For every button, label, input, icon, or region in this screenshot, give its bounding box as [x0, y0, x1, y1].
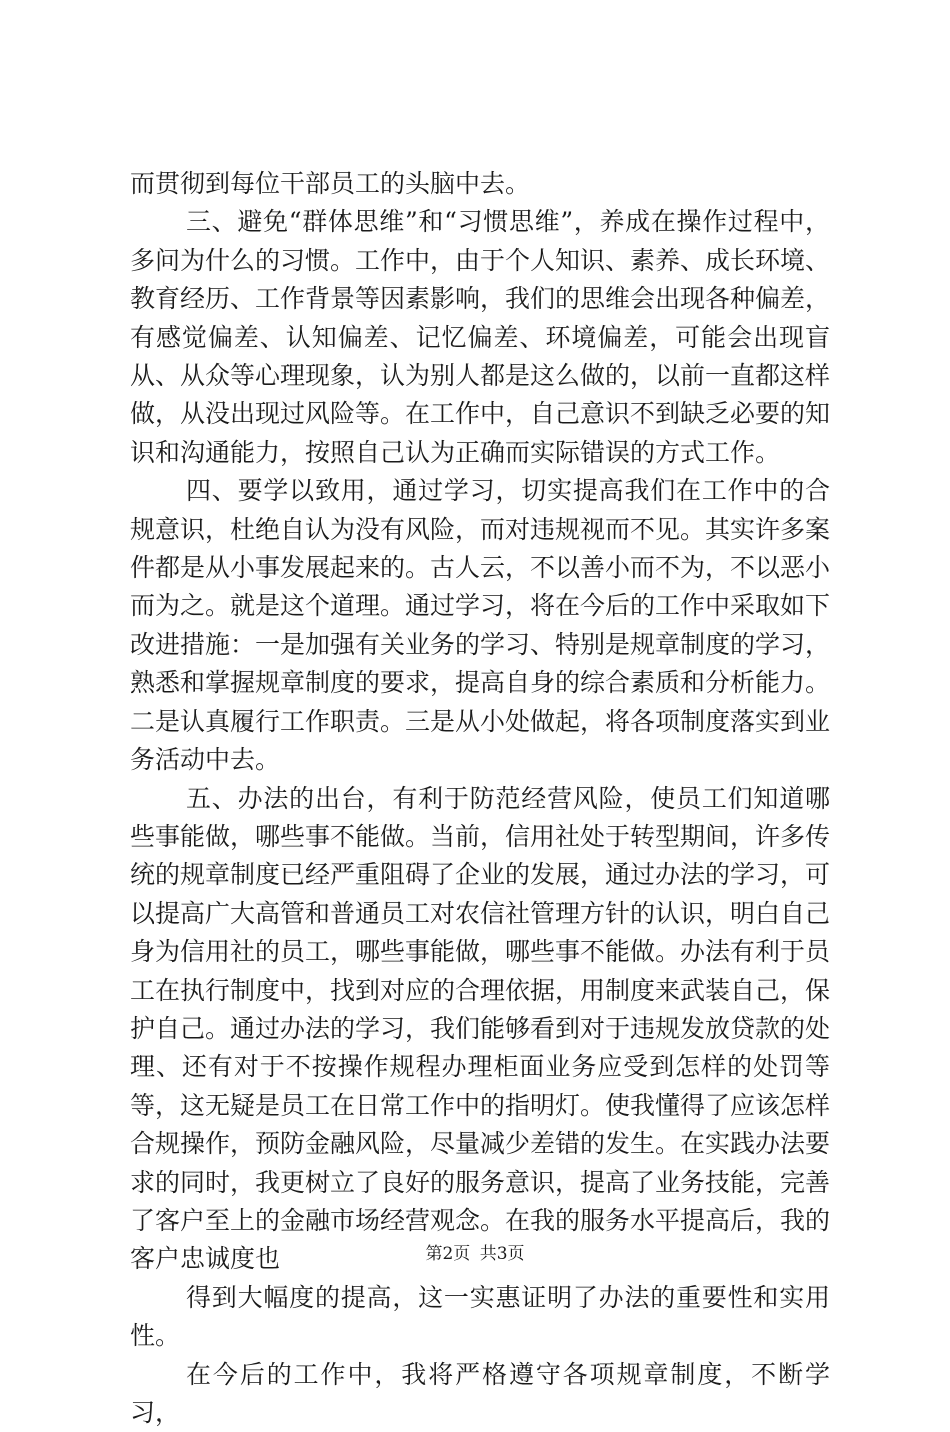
paragraph-4: 四、要学以致用，通过学习，切实提高我们在工作中的合规意识，杜绝自认为没有风险，而对违规视而不见。其实许多案件都是从小事发展起来的。古人云，不以善小而不为，不以恶小而为之。就是这个道理。通过学习，将在今后的工作中采取如下改进措施：一是加强有关业务的学习、特别是规章制度的学习，熟悉和掌握规章制度的要求，提高自身的综合素质和分析能力。二是认真履行工作职责。三是从小处做起，将各项制度落实到业务活动中去。 — [130, 476, 831, 775]
paragraph-5: 五、办法的出台，有利于防范经营风险，使员工们知道哪些事能做，哪些事不能做。当前，信用社处于转型期间，许多传统的规章制度已经严重阻碍了企业的发展，通过办法的学习，可以提高广大高管和普通员工对农信社管理方针的认识，明白自己身为信用社的员工，哪些事能做，哪些事不能做。办法有利于员工在执行制度中，找到对应的合理依据，用制度来武装自己，保护自己。通过办法的学习，我们能够看到对于违规发放贷款的处理、还有对于不按操作规程办理柜面业务应受到怎样的处罚等等，这无疑是员工在日常工作中的指明灯。使我懂得了应该怎样合规操作，预防金融风险，尽量减少差错的发生。在实践办法要求的同时，我更树立了良好的服务意识，提高了业务技能，完善了客户至上的金融市场经营观念。在我的服务水平提高后，我的客户忠诚度也 — [130, 783, 831, 1274]
page-number: 第2页 — [425, 1244, 471, 1264]
document-body — [130, 165, 830, 1432]
paragraph-6: 得到大幅度的提高，这一实惠证明了办法的重要性和实用性。 — [130, 1282, 830, 1351]
page-footer — [0, 1243, 950, 1265]
page-total: 共3页 — [479, 1244, 525, 1264]
paragraph-7: 在今后的工作中，我将严格遵守各项规章制度，不断学习， — [130, 1359, 830, 1427]
paragraph-3: 三、避免“群体思维”和“习惯思维”，养成在操作过程中，多问为什么的习惯。工作中，由于个人知识、素养、成长环境、教育经历、工作背景等因素影响，我们的思维会出现各种偏差，有感觉偏差、认知偏差、记忆偏差、环境偏差，可能会出现盲从、从众等心理现象，认为别人都是这么做的，以前一直都这样做，从没出现过风险等。在工作中，自己意识不到缺乏必要的知识和沟通能力，按照自己认为正确而实际错误的方式工作。 — [130, 207, 831, 467]
paragraph-continuation: 而贯彻到每位干部员工的头脑中去。 — [130, 169, 531, 198]
